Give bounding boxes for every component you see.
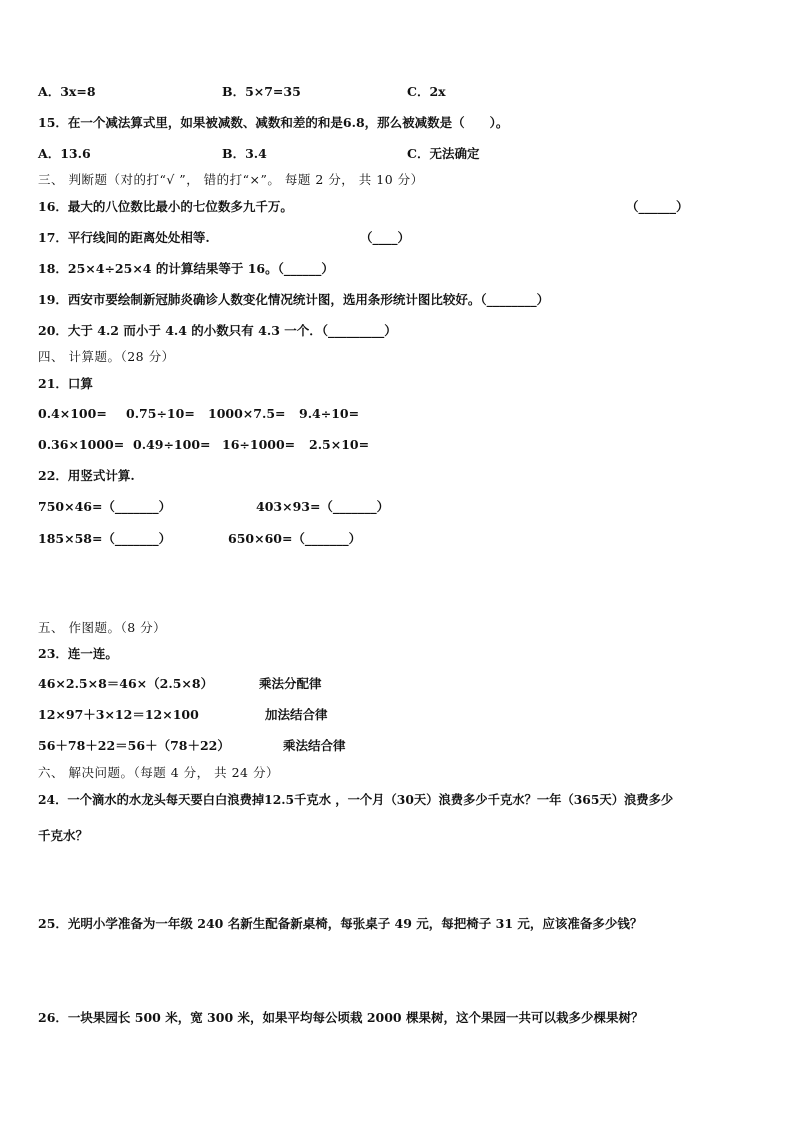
q15-stem: 15．在一个减法算式里，如果被减数、减数和差的和是6.8，那么被减数是（ ）。 <box>38 115 509 130</box>
q21-item: 0.75÷10= <box>126 406 195 421</box>
q14-option-b: B．5×7=35 <box>222 84 301 99</box>
q23-title: 23．连一连。 <box>38 646 118 661</box>
q23-left-item: 12×97＋3×12＝12×100 <box>38 707 199 722</box>
q21-item: 9.4÷10= <box>299 406 360 421</box>
q14-option-a: A．3x=8 <box>38 84 96 99</box>
q23-right-item: 乘法结合律 <box>283 738 346 753</box>
q15-option-a: A．13.6 <box>38 146 91 161</box>
q26-text: 26．一块果园长 500 米，宽 300 米，如果平均每公顷栽 2000 棵果树，这个果园一共可以栽多少棵果树？ <box>38 1010 644 1025</box>
q25-text: 25．光明小学准备为一年级 240 名新生配备新桌椅，每张桌子 49 元，每把椅子 31 元，应该准备多少钱？ <box>38 916 643 931</box>
section4-title: 四、 计算题。（28 分） <box>38 349 175 364</box>
section3-title: 三、 判断题（对的打“√ ”， 错的打“×”。 每题 2 分， 共 10 分） <box>38 172 424 187</box>
q15-option-b: B．3.4 <box>222 146 267 161</box>
q18-text: 18．25×4÷25×4 的计算结果等于 16。（______） <box>38 261 334 276</box>
q22-title: 22．用竖式计算. <box>38 468 135 483</box>
q21-item: 0.49÷100= <box>133 437 211 452</box>
section6-title: 六、 解决问题。（每题 4 分， 共 24 分） <box>38 765 279 780</box>
q15-option-c: C．无法确定 <box>407 146 480 161</box>
q21-item: 0.4×100= <box>38 406 107 421</box>
q21-title: 21．口算 <box>38 376 93 391</box>
q23-left-item: 56＋78＋22＝56＋（78＋22） <box>38 738 230 753</box>
q20-text: 20．大于 4.2 而小于 4.4 的小数只有 4.3 一个．（_________） <box>38 323 397 338</box>
q24-text-line1: 24．一个滴水的水龙头每天要白白浪费掉12.5千克水 ，一个月（30天）浪费多少千克水？一年（365天）浪费多少 <box>38 792 674 807</box>
q17-answer-blank: （____） <box>360 230 411 245</box>
q22-item: 650×60=（_______） <box>228 531 362 546</box>
q22-item: 185×58=（_______） <box>38 531 172 546</box>
q21-item: 0.36×1000= <box>38 437 125 452</box>
q24-text-line2: 千克水？ <box>38 828 89 843</box>
q22-item: 750×46=（_______） <box>38 499 172 514</box>
q19-text: 19．西安市要绘制新冠肺炎确诊人数变化情况统计图，选用条形统计图比较好。（________） <box>38 292 550 307</box>
q17-text: 17．平行线间的距离处处相等. <box>38 230 210 245</box>
section5-title: 五、 作图题。（8 分） <box>38 620 167 635</box>
q16-text: 16．最大的八位数比最小的七位数多九千万。 <box>38 199 293 214</box>
q21-item: 16÷1000= <box>222 437 296 452</box>
q23-right-item: 乘法分配律 <box>259 676 322 691</box>
q23-left-item: 46×2.5×8＝46×（2.5×8） <box>38 676 214 691</box>
q14-option-c: C．2x <box>407 84 446 99</box>
q22-item: 403×93=（_______） <box>256 499 390 514</box>
q21-item: 2.5×10= <box>309 437 370 452</box>
q16-answer-blank: （______） <box>626 199 689 214</box>
q23-right-item: 加法结合律 <box>265 707 328 722</box>
q21-item: 1000×7.5= <box>208 406 286 421</box>
